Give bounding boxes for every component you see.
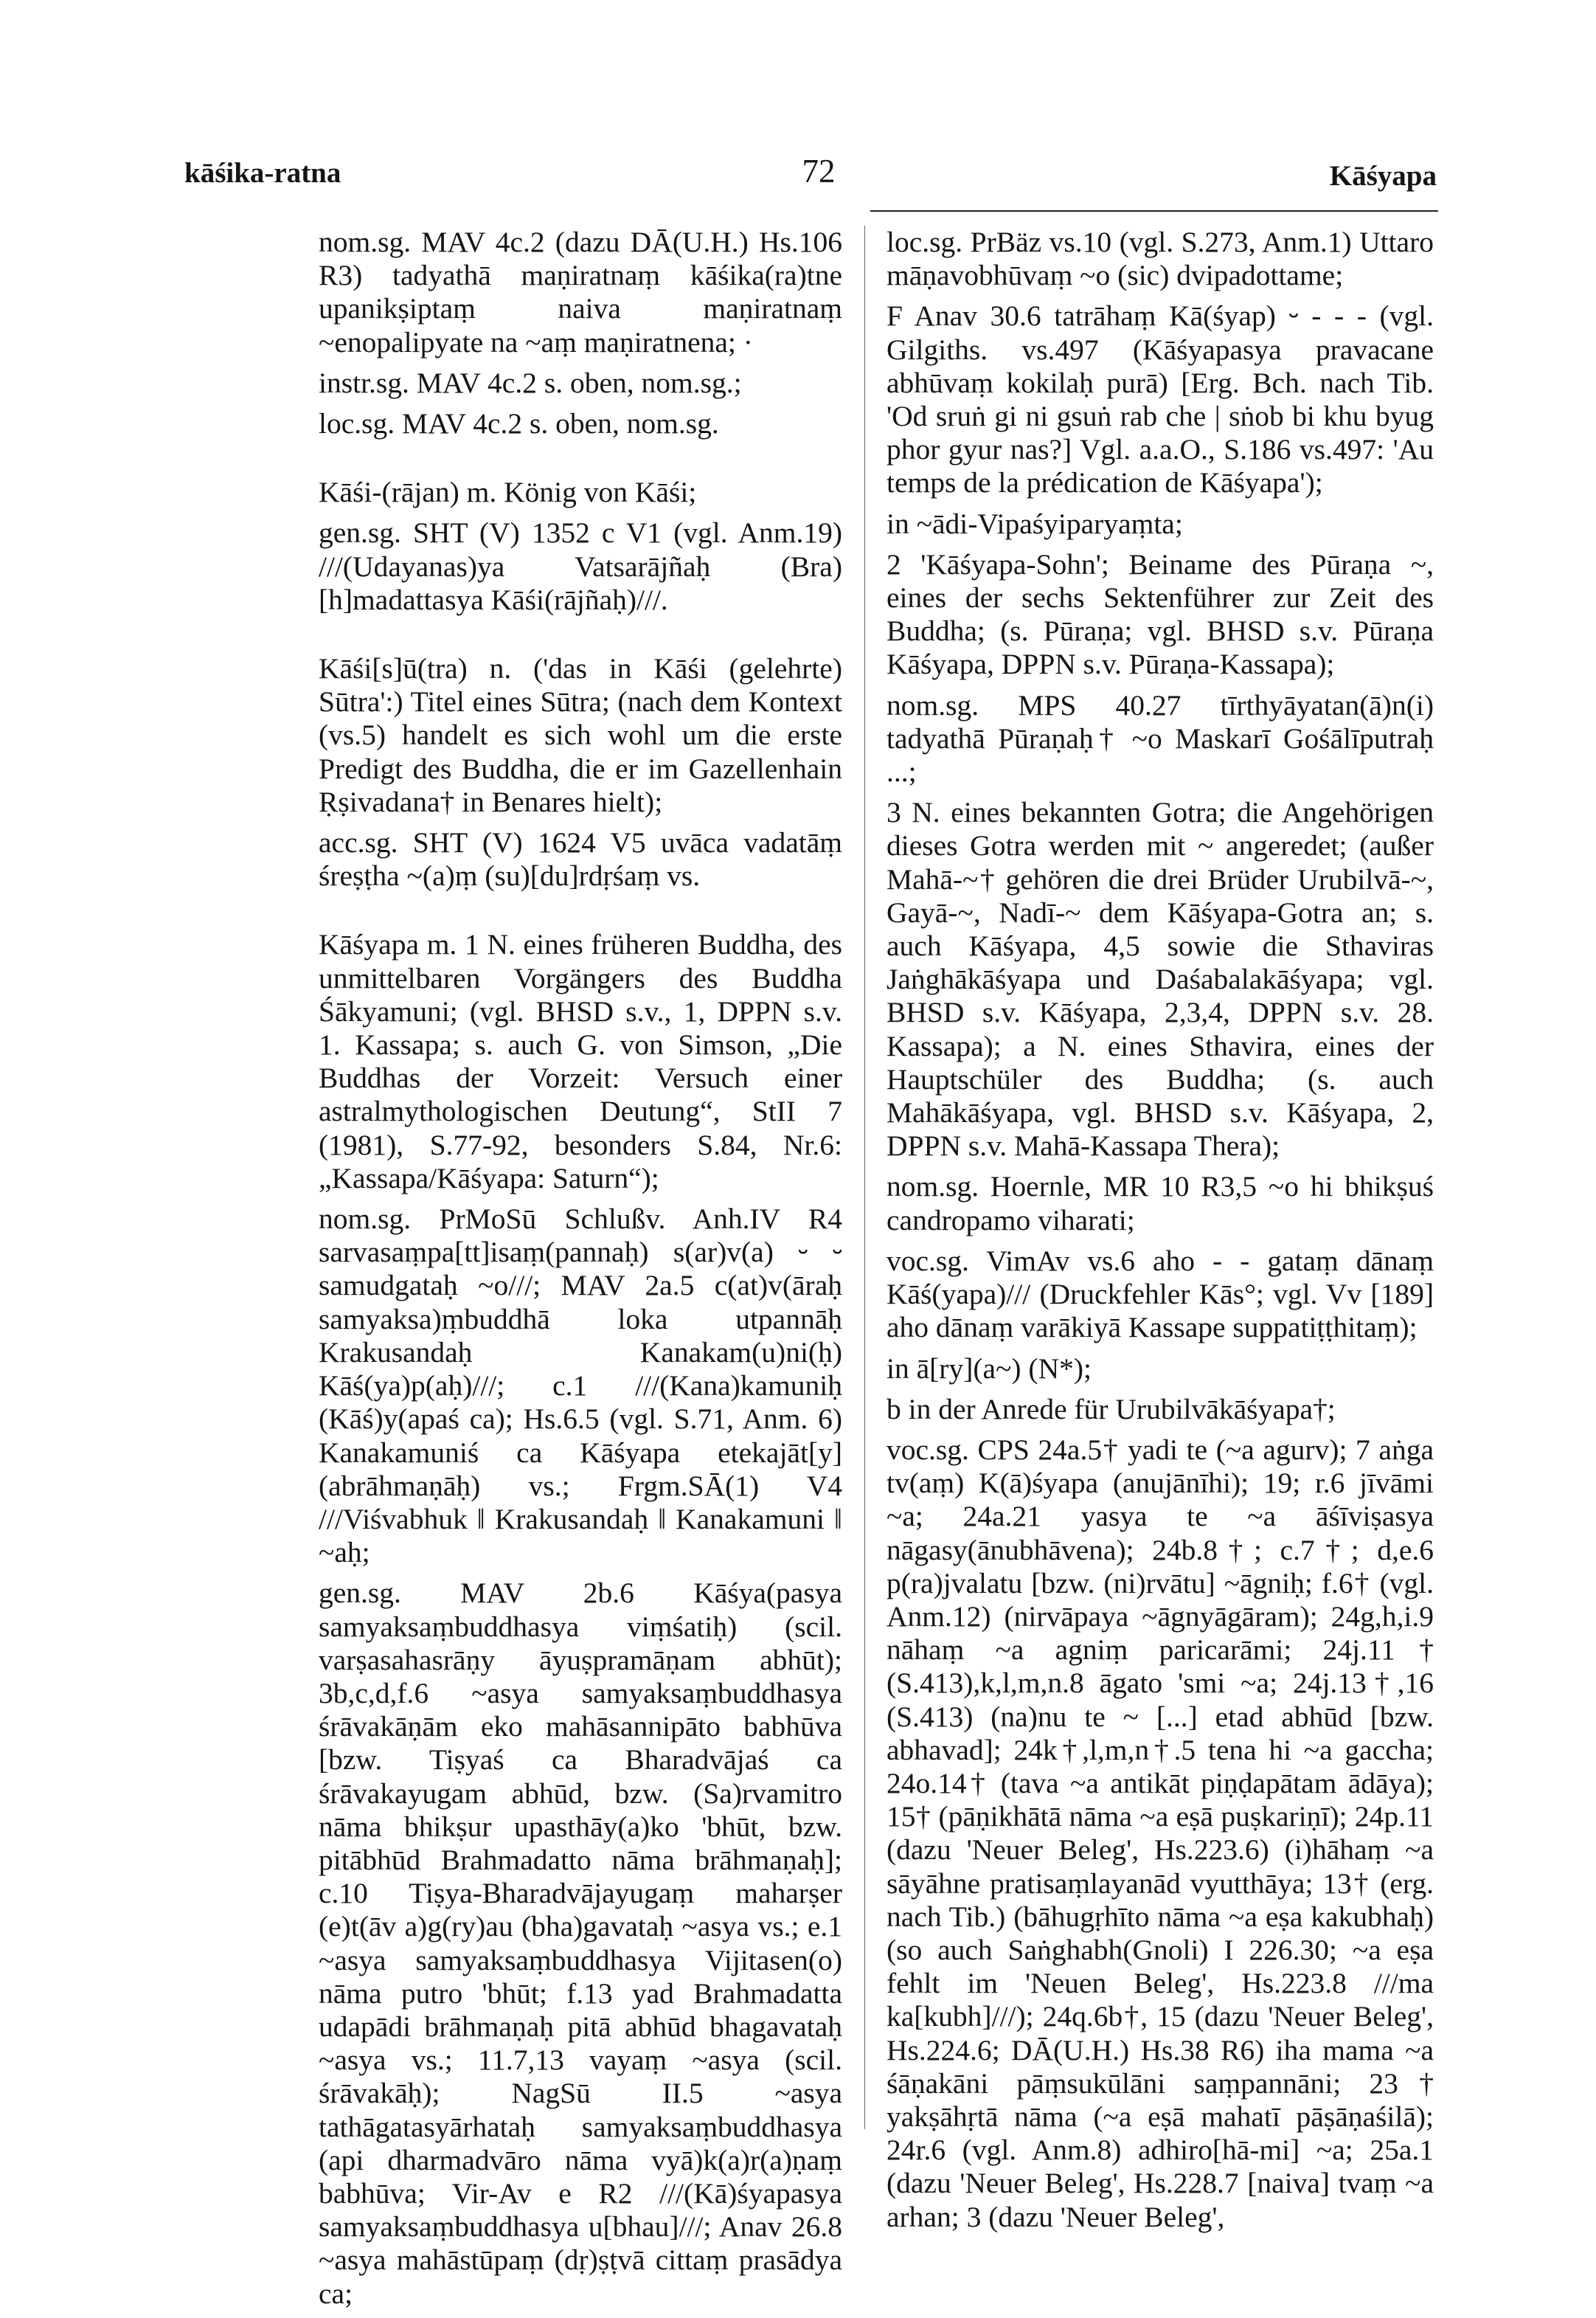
header-right-keyword: Kāśyapa (1329, 160, 1437, 192)
header-left-keyword: kāśika-ratna (184, 157, 341, 189)
entry-line: gen.sg. SHT (V) 1352 c V1 (vgl. Anm.19) ///(Udayanas)ya Vatsarājñaḥ (Bra)[h]madattasya Kāśi(rājñaḥ)///. (319, 516, 842, 616)
entry-line: in ā[ry](a~) (N*); (887, 1352, 1092, 1385)
entry-line: nom.sg. MPS 40.27 tīrthyāyatan(ā)n(i) tadyathā Pūraṇaḥ† ~o Maskarī Gośālīputraḥ ...; (887, 688, 1434, 789)
entry-line: nom.sg. MAV 4c.2 (dazu DĀ(U.H.) Hs.106 R3) tadyathā maṇiratnaṃ kāśika(ra)tne upanikṣiptaṃ naiva maṇiratnaṃ ~enopalipyate na ~aṃ maṇiratnena; · (319, 226, 842, 359)
entry-line: in ~ādi-Vipaśyiparyaṃta; (887, 507, 1183, 540)
entry-line: instr.sg. MAV 4c.2 s. oben, nom.sg.; (319, 366, 742, 399)
entry-line: loc.sg. MAV 4c.2 s. oben, nom.sg. (319, 407, 719, 440)
entry-line: b in der Anrede für Urubilvākāśyapa†; (887, 1392, 1336, 1425)
header-rule (870, 210, 1438, 212)
running-head (0, 153, 1596, 201)
entry-line: voc.sg. CPS 24a.5† yadi te (~a agurv); 7 aṅga tv(aṃ) K(ā)śyapa (anujānīhi); 19; r.6 jīvāmi ~a; 24a.21 yasya te ~a āśīviṣasya nāgasy(ānubhāvena); 24b.8†; c.7†; d,e.6 p(ra)jvalatu [bzw. (ni)rvātu] ~āgniḥ; f.6† (vgl. Anm.12) (nirvāpaya ~āgnyāgāram); 24g,h,i.9 nāhaṃ ~a agniṃ paricarāmi; 24j.11† (S.413),k,l,m,n.8 āgato 'smi ~a; 24j.13†,16 (S.413) (na)nu te ~ [...] etad abhūd [bzw. abhavad]; 24k†,l,m,n†.5 tena hi ~a gaccha; 24o.14† (tava ~a antikāt piṇḍapātam ādāya); 15† (pāṇikhātā nāma ~a eṣā puṣkariṇī); 24p.11 (dazu 'Neuer Beleg', Hs.223.6) (i)hāhaṃ ~a sāyāhne pratisaṃlayanād vyutthāya; 13† (erg. nach Tib.) (bāhugṛhīto nāma ~a eṣa kakubhaḥ) (so auch Saṅghabh(Gnoli) I 226.30; ~a eṣa fehlt im 'Neuen Beleg', Hs.223.8 ///ma ka[kubh]///); 24q.6b†, 15 (dazu 'Neuer Beleg', Hs.224.6; DĀ(U.H.) Hs.38 R6) iha mama ~a śāṇakāni pāṃsukūlāni saṃpannāni; 23† yakṣāhṛtā nāma (~a eṣā mahatī pāṣāṇaśilā); 24r.6 (vgl. Anm.8) adhiro[hā-mi] ~a; 25a.1 (dazu 'Neuer Beleg', Hs.228.7 [naiva] tvaṃ ~a arhan; 3 (dazu 'Neuer Beleg', (887, 1433, 1434, 2233)
entry-headword-kasi-sutra: Kāśi[s]ū(tra) n. ('das in Kāśi (gelehrte) Sūtra':) Titel eines Sūtra; (nach dem Kontext (vs.5) handelt es sich wohl um die erste Predigt des Buddha, die er im Gazellenhain Ṛṣivadana† in Benares hielt); (319, 652, 842, 818)
entry-line: 3 N. eines bekannten Gotra; die Angehörigen dieses Gotra werden mit ~ angeredet; (außer Mahā-~† gehören die drei Brüder Urubilvā-~, Gayā-~, Nadī-~ dem Kāśyapa-Gotra an; s. auch Kāśyapa, 4,5 sowie die Sthaviras Jaṅghākāśyapa und Daśabalakāśyapa; vgl. BHSD s.v. Kāśyapa, 2,3,4, DPPN s.v. 28. Kassapa); a N. eines Sthavira, eines der Hauptschüler des Buddha; (s. auch Mahākāśyapa, vgl. BHSD s.v. Kāśyapa, 2, DPPN s.v. Mahā-Kassapa Thera); (887, 796, 1434, 1163)
entry-line: F Anav 30.6 tatrāhaṃ Kā(śyap) ⏑ - - - (vgl. Gilgiths. vs.497 (Kāśyapasya pravacane abhūvaṃ kokilaḥ purā) [Erg. Bch. nach Tib. 'Od sruṅ gi ni gsuṅ rab che | sṅob bi khu byug phor gyur nas?] Vgl. a.a.O., S.186 vs.497: 'Au temps de la prédication de Kāśyapa'); (887, 300, 1434, 499)
entry-headword-kasi-rajan: Kāśi-(rājan) m. König von Kāśi; (319, 476, 697, 509)
page-number: 72 (802, 153, 836, 190)
entry-line: gen.sg. MAV 2b.6 Kāśya(pasya samyaksaṃbuddhasya viṃśatiḥ) (scil. varṣasahasrāṇy āyuṣpramāṇam abhūt); 3b,c,d,f.6 ~asya samyaksaṃbuddhasya śrāvakāṇām eko mahāsannipāto babhūva [bzw. Tiṣyaś ca Bharadvājaś ca śrāvakayugam abhūd, bzw. (Sa)rvamitro nāma bhikṣur upasthāy(a)ko 'bhūt, bzw. pitābhūd Brahmadatto nāma brāhmaṇaḥ]; c.10 Tiṣya-Bharadvājayugaṃ maharṣer (e)t(āv a)g(ry)au (bha)gavataḥ ~asya vs.; e.1 ~asya samyaksaṃbuddhasya Vijitasen(o) nāma putro 'bhūt; f.13 yad Brahmadatta udapādi brāhmaṇaḥ pitā abhūd bhagavataḥ ~asya vs.; 11.7,13 vayaṃ ~asya (scil. śrāvakāḥ); NagSū II.5 ~asya tathāgatasyārhataḥ samyaksaṃbuddhasya (api dharmadvāro nāma vyā)k(a)r(a)ṇaṃ babhūva; Vir-Av e R2 ///(Kā)śyapasya samyaksaṃbuddhasya u[bhau]///; Anav 26.8 ~asya mahāstūpaṃ (dṛ)ṣṭvā cittaṃ prasādya ca; (319, 1577, 842, 2310)
entry-line: loc.sg. PrBäz vs.10 (vgl. S.273, Anm.1) Uttaro māṇavobhūvaṃ ~o (sic) dvipadottame; (887, 226, 1434, 292)
left-column (319, 226, 842, 2318)
entry-line: nom.sg. Hoernle, MR 10 R3,5 ~o hi bhikṣuś candropamo viharati; (887, 1170, 1434, 1236)
entry-line: 2 'Kāśyapa-Sohn'; Beiname des Pūraṇa ~, eines der sechs Sektenführer zur Zeit des Buddha; (s. Pūraṇa; vgl. BHSD s.v. Pūraṇa Kāśyapa, DPPN s.v. Pūraṇa-Kassapa); (887, 547, 1434, 681)
entry-line: acc.sg. SHT (V) 1624 V5 uvāca vadatāṃ śreṣṭha ~(a)ṃ (su)[du]rdṛśaṃ vs. (319, 826, 842, 893)
entry-line: nom.sg. PrMoSū Schlußv. Anh.IV R4 sarvasaṃpa[tt]isaṃ(pannaḥ) s(ar)v(a) ⏑ ⏑ samudgataḥ ~o///; MAV 2a.5 c(at)v(āraḥ samyaksa)ṃbuddhā loka utpannāḥ Krakusandaḥ Kanakam(u)ni(ḥ) Kāś(ya)p(aḥ)///; c.1 ///(Kana)kamuniḥ (Kāś)y(apaś ca); Hs.6.5 (vgl. S.71, Anm. 6) Kanakamuniś ca Kāśyapa etekajāt[y](abrāhmaṇāḥ) vs.; Frgm.SĀ(1) V4 ///Viśvabhuk ‖ Krakusandaḥ ‖ Kanakamuni ‖ ~aḥ; (319, 1203, 842, 1569)
column-divider (864, 226, 865, 2129)
entry-headword-kasyapa: Kāśyapa m. 1 N. eines früheren Buddha, des unmittelbaren Vorgängers des Buddha Śākyamuni; (vgl. BHSD s.v., 1, DPPN s.v. 1. Kassapa; s. auch G. von Simson, „Die Buddhas der Vorzeit: Versuch einer astralmythologischen Deutung“, StII 7 (1981), S.77-92, besonders S.84, Nr.6: „Kassapa/Kāśyapa: Saturn“); (319, 928, 842, 1194)
right-column (887, 226, 1434, 2241)
entry-line: voc.sg. VimAv vs.6 aho - - gataṃ dānaṃ Kāś(yapa)/// (Druckfehler Kās°; vgl. Vv [189] aho dānaṃ varākiyā Kassape suppatiṭṭhitaṃ); (887, 1244, 1434, 1344)
